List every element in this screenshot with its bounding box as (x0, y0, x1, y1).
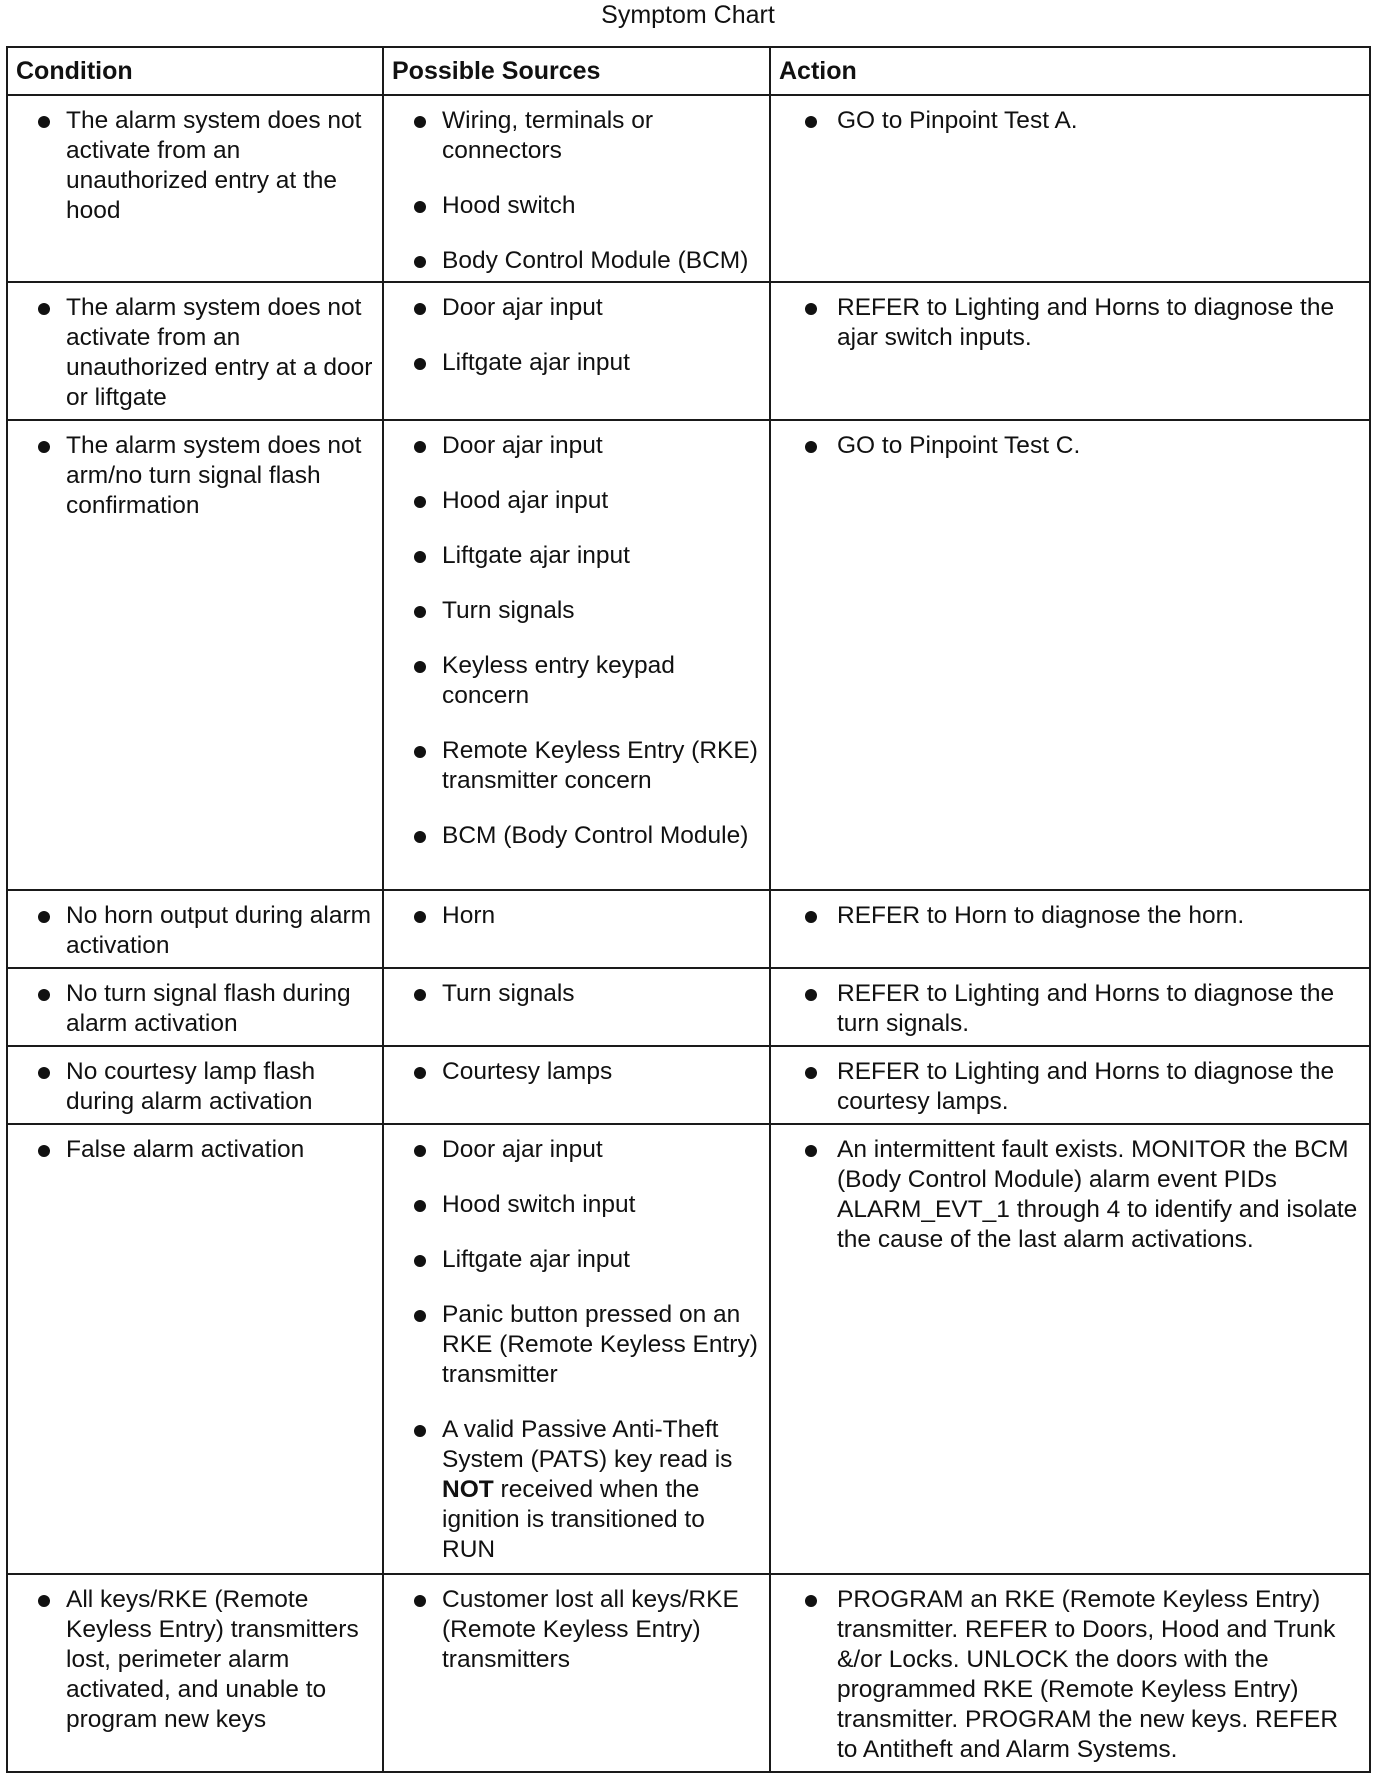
source-text: Courtesy lamps (442, 1058, 613, 1085)
bullet-icon (38, 1595, 50, 1607)
condition-text: False alarm activation (66, 1136, 305, 1163)
list-item (392, 1057, 761, 1087)
bullet-icon (38, 441, 50, 453)
list-item (392, 541, 761, 571)
condition-text: No courtesy lamp flash during alarm activation (66, 1058, 316, 1115)
bullet-icon (805, 441, 817, 453)
bullet-icon (414, 256, 426, 268)
bullet-icon (38, 1067, 50, 1079)
list-item (16, 293, 374, 413)
list-item (392, 1300, 761, 1390)
source-text: Turn signals (442, 980, 575, 1007)
source-text: Liftgate ajar input (442, 542, 630, 569)
source-text: Hood switch input (442, 1191, 636, 1218)
list-item (16, 979, 374, 1039)
bullet-icon (805, 1067, 817, 1079)
list-item (16, 106, 374, 226)
sources-cell (383, 968, 770, 1046)
action-cell (770, 282, 1370, 420)
table-row (7, 95, 1370, 282)
page-title: Symptom Chart (601, 1, 775, 29)
bullet-icon (414, 303, 426, 315)
condition-text: The alarm system does not activate from an unauthorized entry at a door or liftgate (66, 294, 373, 411)
action-cell (770, 890, 1370, 968)
bullet-icon (414, 1595, 426, 1607)
list-item (779, 979, 1361, 1039)
list-item (779, 1585, 1361, 1765)
list-item (16, 431, 374, 521)
condition-cell (7, 1574, 383, 1772)
list-item (392, 1585, 761, 1675)
list-item (392, 431, 761, 461)
list-item (392, 1245, 761, 1275)
list-item (779, 901, 1361, 931)
sources-cell (383, 95, 770, 282)
condition-cell (7, 1124, 383, 1574)
source-text: Door ajar input (442, 432, 603, 459)
list-item (16, 901, 374, 961)
condition-cell (7, 420, 383, 890)
bullet-icon (414, 1145, 426, 1157)
bullet-icon (414, 1067, 426, 1079)
list-item (392, 1135, 761, 1165)
source-text: Customer lost all keys/RKE (Remote Keyless Entry) transmitters (442, 1586, 739, 1673)
list-item (779, 1057, 1361, 1117)
bullet-icon (805, 1595, 817, 1607)
bullet-icon (38, 1145, 50, 1157)
bullet-icon (414, 201, 426, 213)
bullet-icon (414, 1255, 426, 1267)
bullet-icon (414, 911, 426, 923)
action-text: REFER to Lighting and Horns to diagnose the turn signals. (837, 980, 1335, 1037)
condition-text: The alarm system does not activate from an unauthorized entry at the hood (66, 107, 362, 224)
list-item (16, 1585, 374, 1735)
condition-text: All keys/RKE (Remote Keyless Entry) transmitters lost, perimeter alarm activated, and unable to program new keys (66, 1586, 359, 1733)
bullet-icon (414, 831, 426, 843)
bullet-icon (414, 496, 426, 508)
list-item (779, 106, 1361, 136)
condition-text: No turn signal flash during alarm activation (66, 980, 351, 1037)
source-text: Keyless entry keypad concern (442, 652, 675, 709)
condition-text: The alarm system does not arm/no turn signal flash confirmation (66, 432, 362, 519)
bullet-icon (805, 1145, 817, 1157)
action-text: GO to Pinpoint Test C. (837, 432, 1081, 459)
bullet-icon (805, 989, 817, 1001)
action-text: PROGRAM an RKE (Remote Keyless Entry) transmitter. REFER to Doors, Hood and Trunk &/or Locks. UNLOCK the doors with the programmed RKE (Remote Keyless Entry) transmitter. PROGRAM the new keys. REFER to Antitheft and Alarm Systems. (837, 1586, 1339, 1763)
list-item (392, 596, 761, 626)
list-item (392, 348, 761, 378)
source-text: Door ajar input (442, 1136, 603, 1163)
header-row (7, 47, 1370, 95)
bullet-icon (414, 1200, 426, 1212)
action-text: REFER to Horn to diagnose the horn. (837, 902, 1245, 929)
bullet-icon (414, 441, 426, 453)
source-text-pats-bold: NOT (442, 1476, 494, 1503)
source-text: Remote Keyless Entry (RKE) transmitter concern (442, 737, 758, 794)
header-action: Action (770, 47, 1370, 95)
source-text: Body Control Module (BCM) (442, 247, 749, 274)
sources-cell (383, 890, 770, 968)
list-item (392, 246, 761, 276)
bullet-icon (414, 1310, 426, 1322)
bullet-icon (38, 303, 50, 315)
table-row (7, 1574, 1370, 1772)
action-cell (770, 420, 1370, 890)
condition-cell (7, 1046, 383, 1124)
condition-cell (7, 282, 383, 420)
table-row (7, 1046, 1370, 1124)
sources-cell (383, 282, 770, 420)
list-item (392, 106, 761, 166)
condition-text: No horn output during alarm activation (66, 902, 372, 959)
list-item (16, 1057, 374, 1117)
source-text: Door ajar input (442, 294, 603, 321)
source-text: BCM (Body Control Module) (442, 822, 749, 849)
list-item (392, 486, 761, 516)
list-item (392, 1415, 761, 1565)
table-row (7, 890, 1370, 968)
source-text-pats-before: A valid Passive Anti-Theft System (PATS) key read is (442, 1416, 733, 1473)
action-text: REFER to Lighting and Horns to diagnose the courtesy lamps. (837, 1058, 1335, 1115)
bullet-icon (414, 116, 426, 128)
action-cell (770, 95, 1370, 282)
table-row (7, 1124, 1370, 1574)
action-text: An intermittent fault exists. MONITOR the BCM (Body Control Module) alarm event PIDs ALARM_EVT_1 through 4 to identify and isolate the cause of the last alarm activations. (837, 1136, 1358, 1253)
table-row (7, 420, 1370, 890)
bullet-icon (414, 358, 426, 370)
header-condition: Condition (7, 47, 383, 95)
table-row (7, 968, 1370, 1046)
source-text-pats-after: received when the ignition is transitioned to RUN (442, 1476, 705, 1563)
source-text: Hood ajar input (442, 487, 609, 514)
bullet-icon (414, 989, 426, 1001)
list-item (779, 293, 1361, 353)
list-item (392, 1190, 761, 1220)
action-text: GO to Pinpoint Test A. (837, 107, 1078, 134)
action-cell (770, 1574, 1370, 1772)
bullet-icon (414, 606, 426, 618)
bullet-icon (414, 1425, 426, 1437)
bullet-icon (38, 116, 50, 128)
list-item (779, 1135, 1361, 1255)
action-text: REFER to Lighting and Horns to diagnose the ajar switch inputs. (837, 294, 1335, 351)
sources-cell (383, 1046, 770, 1124)
symptom-table (6, 46, 1371, 1773)
source-text: Wiring, terminals or connectors (442, 107, 654, 164)
bullet-icon (805, 116, 817, 128)
list-item (392, 191, 761, 221)
sources-cell (383, 420, 770, 890)
source-text: Liftgate ajar input (442, 1246, 630, 1273)
list-item (392, 651, 761, 711)
list-item (392, 821, 761, 851)
source-text: Turn signals (442, 597, 575, 624)
list-item (16, 1135, 374, 1165)
source-text: Hood switch (442, 192, 576, 219)
list-item (779, 431, 1361, 461)
list-item (392, 736, 761, 796)
action-cell (770, 968, 1370, 1046)
bullet-icon (38, 911, 50, 923)
action-cell (770, 1046, 1370, 1124)
bullet-icon (805, 911, 817, 923)
list-item (392, 293, 761, 323)
source-text: Panic button pressed on an RKE (Remote Keyless Entry) transmitter (442, 1301, 758, 1388)
list-item (392, 901, 761, 931)
source-text: Horn (442, 902, 496, 929)
bullet-icon (805, 303, 817, 315)
table-row (7, 282, 1370, 420)
condition-cell (7, 968, 383, 1046)
sources-cell (383, 1574, 770, 1772)
bullet-icon (414, 551, 426, 563)
bullet-icon (38, 989, 50, 1001)
condition-cell (7, 890, 383, 968)
sources-cell (383, 1124, 770, 1574)
header-possible-sources: Possible Sources (383, 47, 770, 95)
action-cell (770, 1124, 1370, 1574)
source-text: Liftgate ajar input (442, 349, 630, 376)
bullet-icon (414, 661, 426, 673)
bullet-icon (414, 746, 426, 758)
list-item (392, 979, 761, 1009)
condition-cell (7, 95, 383, 282)
